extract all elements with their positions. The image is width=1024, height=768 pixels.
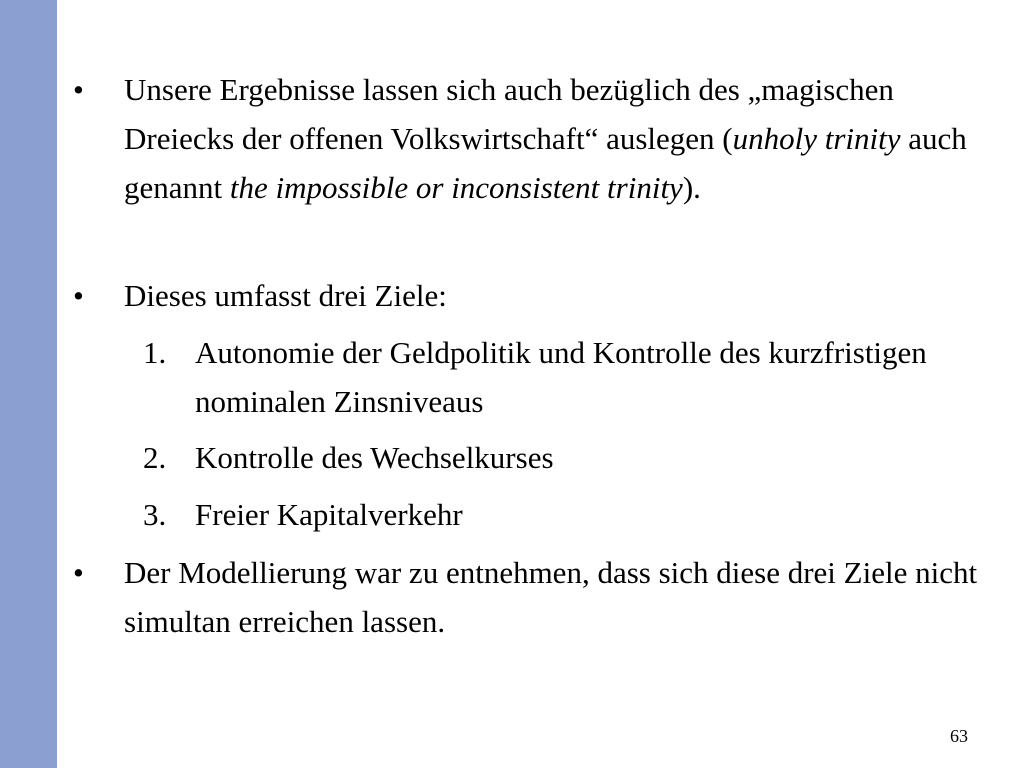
numbered-text: Autonomie der Geldpolitik und Kontrolle des kurzfristigen nominalen Zinsniveaus <box>195 335 927 419</box>
numbered-text: Kontrolle des Wechselkurses <box>195 440 554 475</box>
bullet-text: Dieses umfasst drei Ziele: <box>124 278 447 313</box>
bullet-text-italic: the impossible or inconsistent trinity <box>229 170 683 205</box>
number-marker: 1. <box>143 335 167 370</box>
bullet-marker: • <box>73 278 84 313</box>
bullet-marker: • <box>73 72 84 107</box>
numbered-text: Freier Kapitalverkehr <box>195 497 463 532</box>
bullet-text-part: Unsere Ergebnisse lassen sich auch bezüglich des „magischen Dreiecks der offenen Volkswirtschaft“ auslegen ( <box>124 72 894 156</box>
number-marker: 3. <box>143 497 167 532</box>
bullet-text-part: auch genannt <box>124 121 967 205</box>
number-marker: 2. <box>143 440 167 475</box>
bullet-text-part: ). <box>682 170 701 205</box>
bullet-text-italic: unholy trinity <box>732 121 901 156</box>
bullet-marker: • <box>73 555 84 590</box>
page-number: 63 <box>950 726 968 746</box>
bullet-text: Der Modellierung war zu entnehmen, dass sich diese drei Ziele nicht simultan erreichen lassen. <box>124 555 978 639</box>
bullet-text <box>124 65 994 212</box>
